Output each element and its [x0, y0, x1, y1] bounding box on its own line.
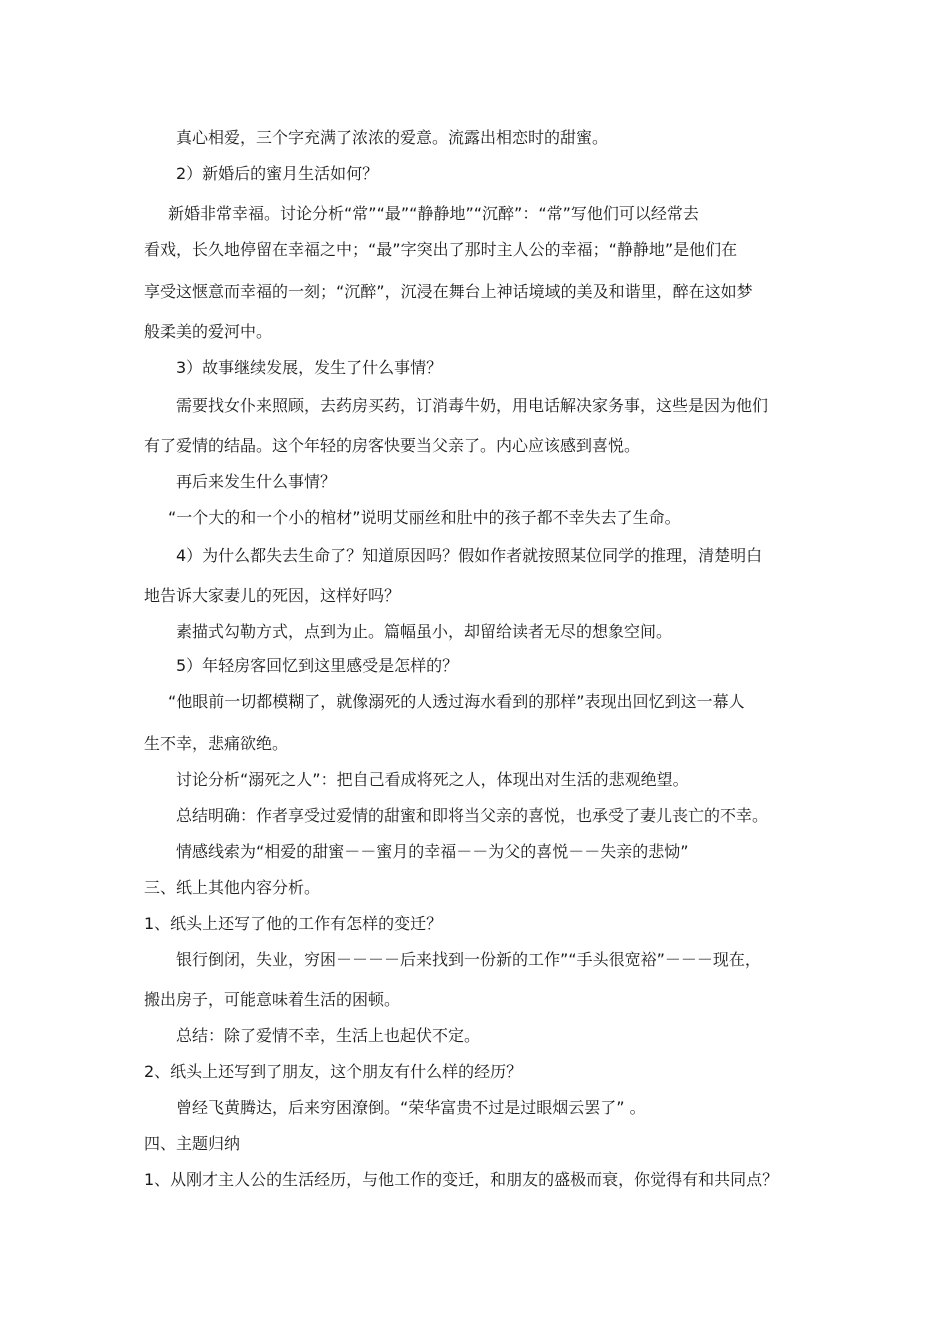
text-line: 2）新婚后的蜜月生活如何？ — [176, 164, 379, 183]
text-line: 5）年轻房客回忆到这里感受是怎样的？ — [176, 656, 459, 675]
text-line: 讨论分析“溺死之人”：把自己看成将死之人，体现出对生活的悲观绝望。 — [176, 770, 689, 789]
text-line: “他眼前一切都模糊了，就像溺死的人透过海水看到的那样”表现出回忆到这一幕人 — [168, 692, 745, 711]
text-line: 有了爱情的结晶。这个年轻的房客快要当父亲了。内心应该感到喜悦。 — [144, 436, 641, 455]
text-line: 2、纸头上还写到了朋友，这个朋友有什么样的经历？ — [144, 1062, 523, 1081]
text-line: 总结明确：作者享受过爱情的甜蜜和即将当父亲的喜悦，也承受了妻儿丧亡的不幸。 — [176, 806, 769, 825]
text-line: 地告诉大家妻儿的死因，这样好吗？ — [144, 586, 401, 605]
text-line: 真心相爱，三个字充满了浓浓的爱意。流露出相恋时的甜蜜。 — [176, 128, 609, 147]
text-line: 看戏，长久地停留在幸福之中；“最”字突出了那时主人公的幸福；“静静地”是他们在 — [144, 240, 738, 259]
text-line: 三、纸上其他内容分析。 — [144, 878, 321, 897]
text-line: 4）为什么都失去生命了？知道原因吗？假如作者就按照某位同学的推理，清楚明白 — [176, 546, 763, 565]
text-line: 新婚非常幸福。讨论分析“常”“最”“静静地”“沉醉”：“常”写他们可以经常去 — [168, 204, 699, 223]
text-line: 银行倒闭，失业，穷困－－－－后来找到一份新的工作”“手头很宽裕”－－－现在， — [176, 950, 761, 969]
text-line: 享受这惬意而幸福的一刻；“沉醉”，沉浸在舞台上神话境域的美及和谐里，醉在这如梦 — [144, 282, 753, 301]
text-line: 3）故事继续发展，发生了什么事情？ — [176, 358, 443, 377]
text-line: 搬出房子，可能意味着生活的困顿。 — [144, 990, 401, 1009]
text-line: “一个大的和一个小的棺材”说明艾丽丝和肚中的孩子都不幸失去了生命。 — [168, 508, 681, 527]
text-line: 曾经飞黄腾达，后来穷困潦倒。“荣华富贵不过是过眼烟云罢了” 。 — [176, 1098, 646, 1117]
text-line: 四、主题归纳 — [144, 1134, 241, 1153]
text-line: 总结：除了爱情不幸，生活上也起伏不定。 — [176, 1026, 481, 1045]
text-line: 生不幸，悲痛欲绝。 — [144, 734, 289, 753]
text-line: 般柔美的爱河中。 — [144, 322, 273, 341]
text-line: 1、从刚才主人公的生活经历，与他工作的变迁，和朋友的盛极而衰，你觉得有和共同点？ — [144, 1170, 779, 1189]
text-line: 素描式勾勒方式，点到为止。篇幅虽小，却留给读者无尽的想象空间。 — [176, 622, 673, 641]
text-line: 需要找女仆来照顾，去药房买药，订消毒牛奶，用电话解决家务事，这些是因为他们 — [176, 396, 769, 415]
text-line: 再后来发生什么事情？ — [176, 472, 337, 491]
text-line: 情感线索为“相爱的甜蜜－－蜜月的幸福－－为父的喜悦－－失亲的悲恸” — [176, 842, 689, 861]
text-line: 1、纸头上还写了他的工作有怎样的变迁？ — [144, 914, 443, 933]
